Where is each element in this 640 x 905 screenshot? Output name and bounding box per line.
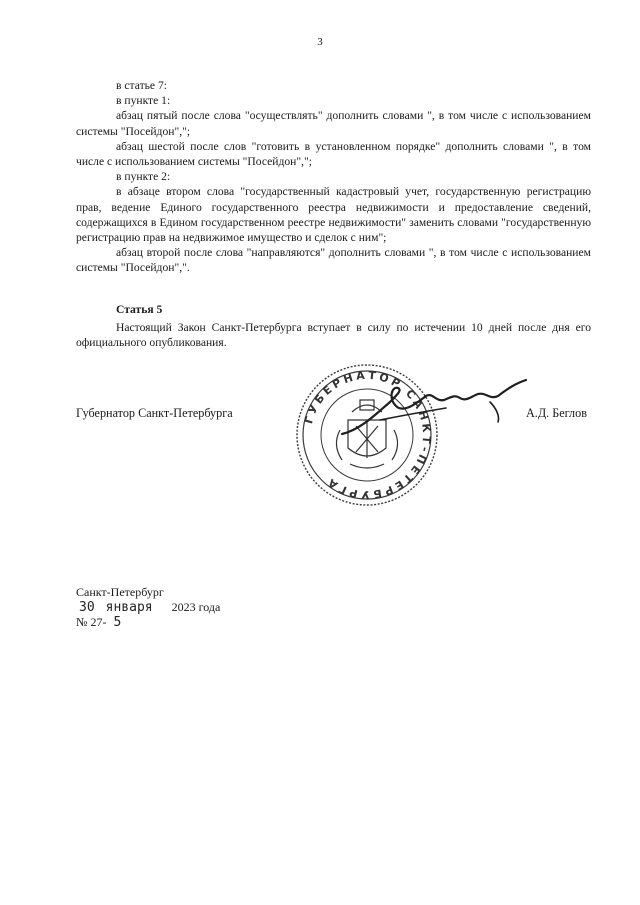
amendment-text xyxy=(76,78,591,276)
law-number-prefix: № 27- xyxy=(76,615,107,629)
paragraph-abzac-5: абзац пятый после слова "осуществлять" дополнить словами ", в том числе с использованием системы "Посейдон","; xyxy=(76,109,591,138)
date-day: 30 xyxy=(79,600,95,615)
date-year: 2023 года xyxy=(171,600,221,614)
article-body xyxy=(76,320,591,350)
date-month: января xyxy=(105,600,153,615)
article-text: Настоящий Закон Санкт-Петербурга вступает в силу по истечении 10 дней после дня его официального опубликования. xyxy=(76,321,591,350)
paragraph-replace: в абзаце втором слова "государственный кадастровый учет, государственную регистрацию прав, ведение Единого государственного реестра недвижимости и предоставление сведений, содержащихся в Едином государственном реестре недвижимости" заменить словами "государственную регистрацию прав на недвижимое имущество и сделок с ним"; xyxy=(76,185,591,245)
paragraph-abzac-6: абзац шестой после слов "готовить в установленном порядке" дополнить словами ", в том числе с использованием системы "Посейдон","; xyxy=(76,139,591,169)
date-line xyxy=(76,600,220,615)
paragraph-point-2: в пункте 2: xyxy=(116,170,171,184)
article-title: Статья 5 xyxy=(116,303,163,316)
paragraph-abzac-2: абзац второй после слова "направляются" дополнить словами ", в том числе с использованием системы "Посейдон",". xyxy=(76,246,591,275)
signatory-position: Губернатор Санкт-Петербурга xyxy=(76,406,233,420)
city: Санкт-Петербург xyxy=(76,585,164,599)
paragraph-article-7: в статье 7: xyxy=(116,79,167,92)
law-number-suffix: 5 xyxy=(113,615,122,630)
signatory-name: А.Д. Беглов xyxy=(526,406,587,420)
handwritten-signature-icon xyxy=(340,372,530,442)
paragraph-point-1: в пункте 1: xyxy=(116,94,171,108)
law-number xyxy=(76,615,121,630)
page-number: 3 xyxy=(317,36,323,48)
seal-text: ГУБЕРНАТОР САНКТ-ПЕТЕРБУРГА xyxy=(302,368,434,502)
